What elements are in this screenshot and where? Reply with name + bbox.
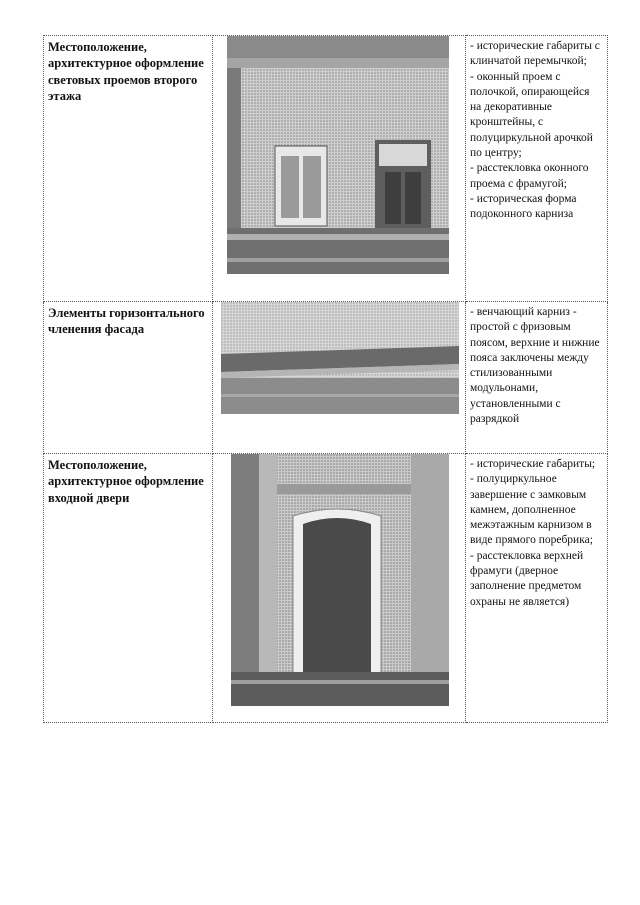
table-row: [44, 36, 608, 302]
cornice-photo: [221, 302, 459, 414]
description-cell: [466, 36, 608, 302]
entrance-door-photo: [231, 454, 449, 706]
heritage-elements-table: [43, 35, 608, 723]
description-line: - историческая форма подоконного карниза: [470, 192, 577, 221]
description-line: - исторические габариты с клинчатой перемычкой;: [470, 40, 600, 68]
element-name-cell: [44, 454, 213, 723]
description-cell: [466, 302, 608, 454]
photo-cell: [213, 454, 466, 723]
description-line: - исторические габариты;: [470, 458, 596, 470]
element-name: Элементы горизонтального членения фасада: [48, 306, 205, 337]
description-line: - расстекловка верхней фрамуги (дверное заполнение предметом охраны не является): [470, 549, 584, 608]
window-facade-photo: [227, 36, 449, 274]
table-row: [44, 454, 608, 723]
photo-cell: [213, 36, 466, 302]
description-cell: [466, 454, 608, 723]
table-row: [44, 302, 608, 454]
description-line: - оконный проем с полочкой, опирающейся на декоративные кронштейны, с полуциркульной арочкой по центру;: [470, 70, 593, 159]
element-name: Местоположение, архитектурное оформление входной двери: [48, 458, 204, 505]
description-line: - полуциркульное завершение с замковым камнем, дополненное межэтажным карнизом в виде прямого поребрика;: [470, 473, 593, 547]
element-name: Местоположение, архитектурное оформление световых проемов второго этажа: [48, 40, 204, 103]
description-line: - венчающий карниз - простой с фризовым поясом, верхние и нижние пояса заключены между стилизованными модульонами, установленными с разрядкой: [470, 306, 600, 425]
element-name-cell: [44, 302, 213, 454]
description-line: - расстекловка оконного проема с фрамугой;: [470, 162, 589, 190]
photo-cell: [213, 302, 466, 454]
element-name-cell: [44, 36, 213, 302]
